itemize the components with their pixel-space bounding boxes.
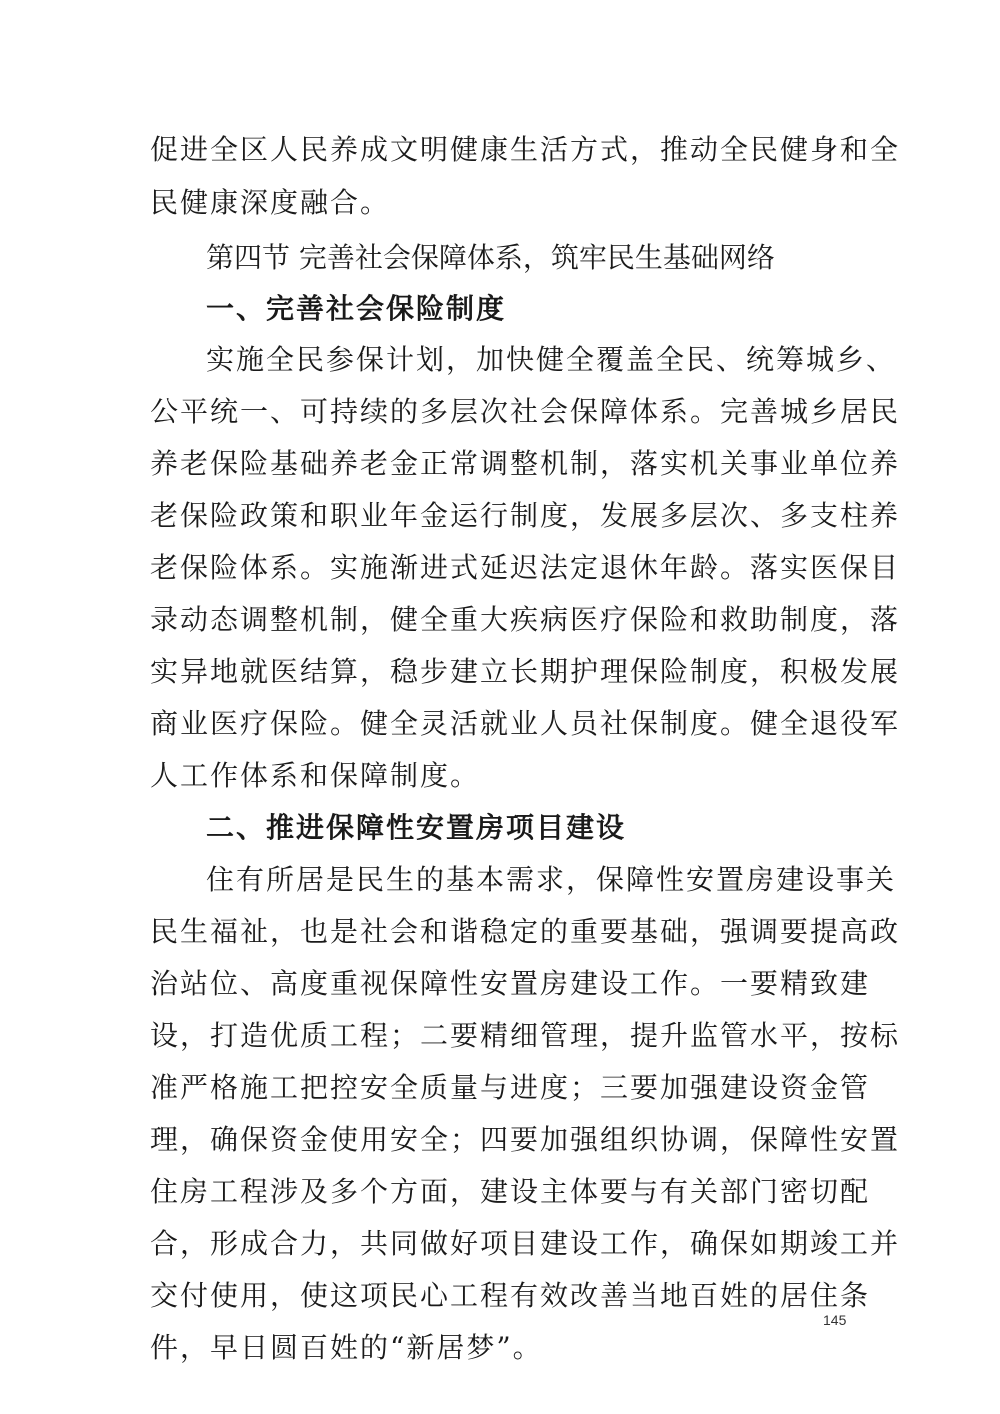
body-text-line: 设，打造优质工程；二要精细管理，提升监管水平，按标 — [150, 1019, 901, 1052]
body-text-line: 准严格施工把控安全质量与进度；三要加强建设资金管 — [150, 1071, 871, 1104]
body-text-line: 理，确保资金使用安全；四要加强组织协调，保障性安置 — [150, 1123, 901, 1156]
body-text-line: 人工作体系和保障制度。 — [150, 759, 481, 792]
subsection-heading: 二、推进保障性安置房项目建设 — [206, 811, 627, 844]
body-text-line: 录动态调整机制，健全重大疾病医疗保险和救助制度，落 — [150, 603, 901, 636]
page-number: 145 — [823, 1312, 847, 1328]
body-text-line: 民生福祉，也是社会和谐稳定的重要基础，强调要提高政 — [150, 915, 901, 948]
body-text-line: 合，形成合力，共同做好项目建设工作，确保如期竣工并 — [150, 1227, 901, 1260]
body-text-line: 养老保险基础养老金正常调整机制，落实机关事业单位养 — [150, 447, 901, 480]
body-text-line: 民健康深度融合。 — [150, 186, 391, 219]
body-text-line: 商业医疗保险。健全灵活就业人员社保制度。健全退役军 — [150, 707, 901, 740]
body-text-line: 住有所居是民生的基本需求，保障性安置房建设事关 — [206, 863, 897, 896]
body-text-line: 老保险政策和职业年金运行制度，发展多层次、多支柱养 — [150, 499, 901, 532]
section-title: 第四节 完善社会保障体系，筑牢民生基础网络 — [206, 241, 775, 274]
body-text-line: 交付使用，使这项民心工程有效改善当地百姓的居住条 — [150, 1279, 871, 1312]
body-text-line: 实异地就医结算，稳步建立长期护理保险制度，积极发展 — [150, 655, 901, 688]
body-text-line: 件，早日圆百姓的“新居梦”。 — [150, 1331, 543, 1364]
body-text-line: 治站位、高度重视保障性安置房建设工作。一要精致建 — [150, 967, 871, 1000]
body-text-line: 促进全区人民养成文明健康生活方式，推动全民健身和全 — [150, 133, 901, 166]
body-text-line: 老保险体系。实施渐进式延迟法定退休年龄。落实医保目 — [150, 551, 901, 584]
body-text-line: 实施全民参保计划，加快健全覆盖全民、统筹城乡、 — [206, 343, 897, 376]
subsection-heading: 一、完善社会保险制度 — [206, 292, 507, 325]
body-text-line: 公平统一、可持续的多层次社会保障体系。完善城乡居民 — [150, 395, 901, 428]
body-text-line: 住房工程涉及多个方面，建设主体要与有关部门密切配 — [150, 1175, 871, 1208]
